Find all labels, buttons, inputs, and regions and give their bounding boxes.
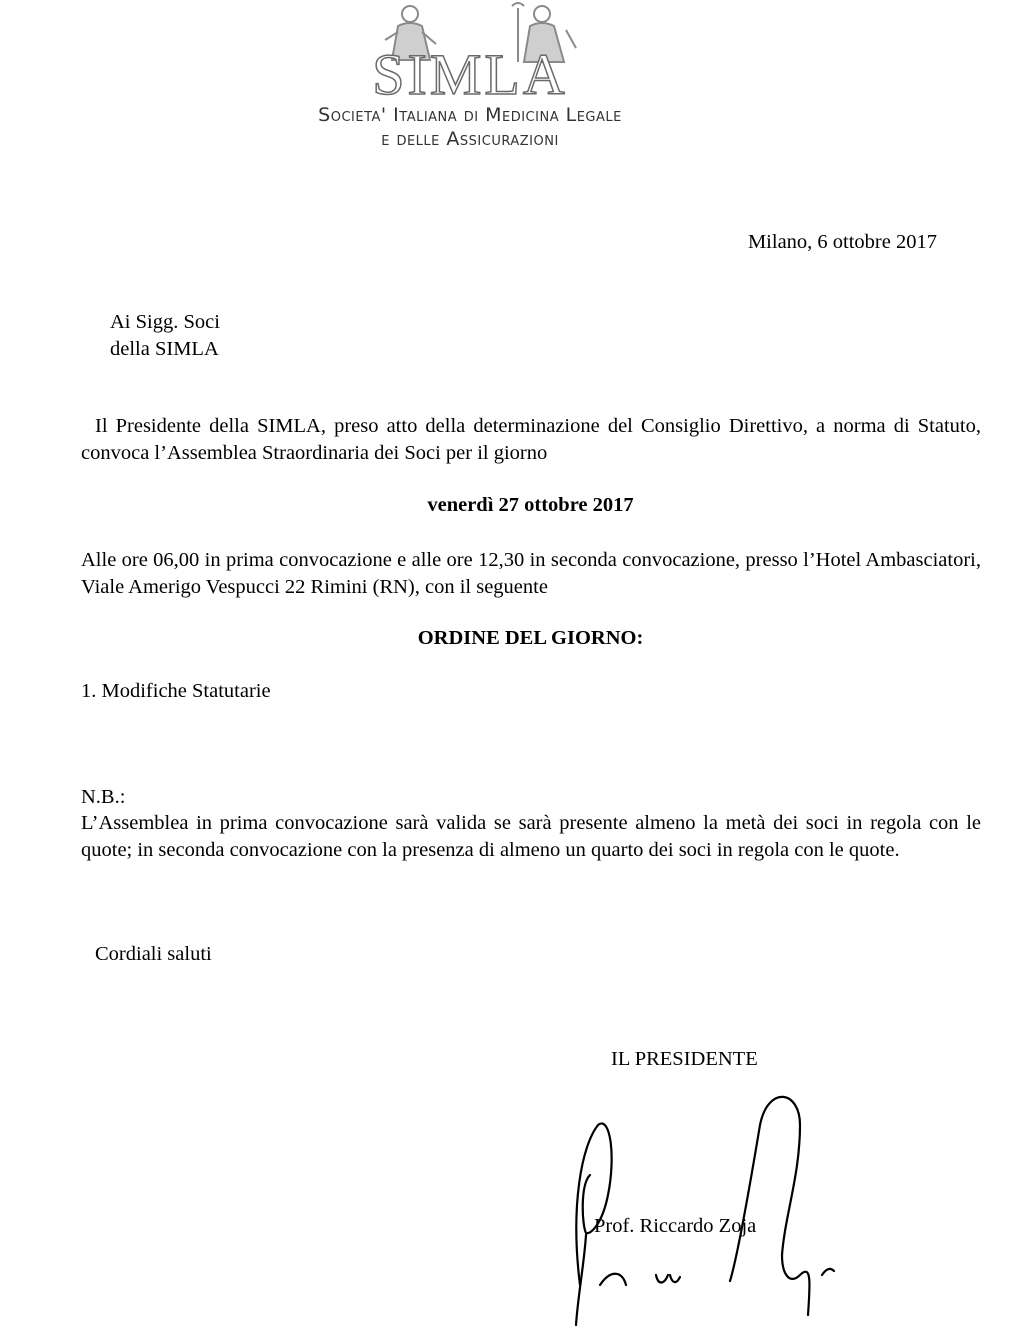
agenda-title: ORDINE DEL GIORNO:: [417, 627, 644, 649]
signer-role: IL PRESIDENTE: [611, 1048, 758, 1070]
recipient-line-1: Ai Sigg. Soci: [110, 311, 220, 333]
signer-name: Prof. Riccardo Zoja: [594, 1215, 757, 1237]
recipient-line-2: della SIMLA: [110, 338, 219, 360]
intro-text: Il Presidente della SIMLA, preso atto della determinazione del Consiglio Direttivo, a norma di Statuto, convoca l’Assemblea Straordinaria dei Soci per il giorno: [81, 415, 981, 464]
handwritten-signature: [560, 1085, 860, 1335]
nb-paragraph: L’Assemblea in prima convocazione sarà valida se sarà presente almeno la metà dei soci in regola con le quote; in seconda convocazione con la presenza di almeno un quarto dei soci in regola con le quote.: [81, 812, 981, 861]
closing-greeting: Cordiali saluti: [95, 943, 212, 965]
agenda-item: 1. Modifiche Statutarie: [81, 680, 271, 702]
letterhead-line2: e delle Assicurazioni: [381, 128, 559, 150]
details-paragraph: Alle ore 06,00 in prima convocazione e alle ore 12,30 in seconda convocazione, presso l’Hotel Ambasciatori, Viale Amerigo Vespucci 22 Rimini (RN), con il seguente: [81, 549, 981, 598]
recipient-block: [110, 309, 220, 363]
letterhead-line1: Societa' Italiana di Medicina Legale: [318, 104, 622, 126]
logo-wordmark: SIMLA: [372, 42, 568, 107]
meeting-date: venerdì 27 ottobre 2017: [427, 494, 634, 516]
date-line: Milano, 6 ottobre 2017: [747, 231, 937, 253]
nb-label: N.B.:: [81, 786, 126, 808]
intro-paragraph: [81, 413, 981, 467]
simla-logo: [280, 0, 680, 160]
